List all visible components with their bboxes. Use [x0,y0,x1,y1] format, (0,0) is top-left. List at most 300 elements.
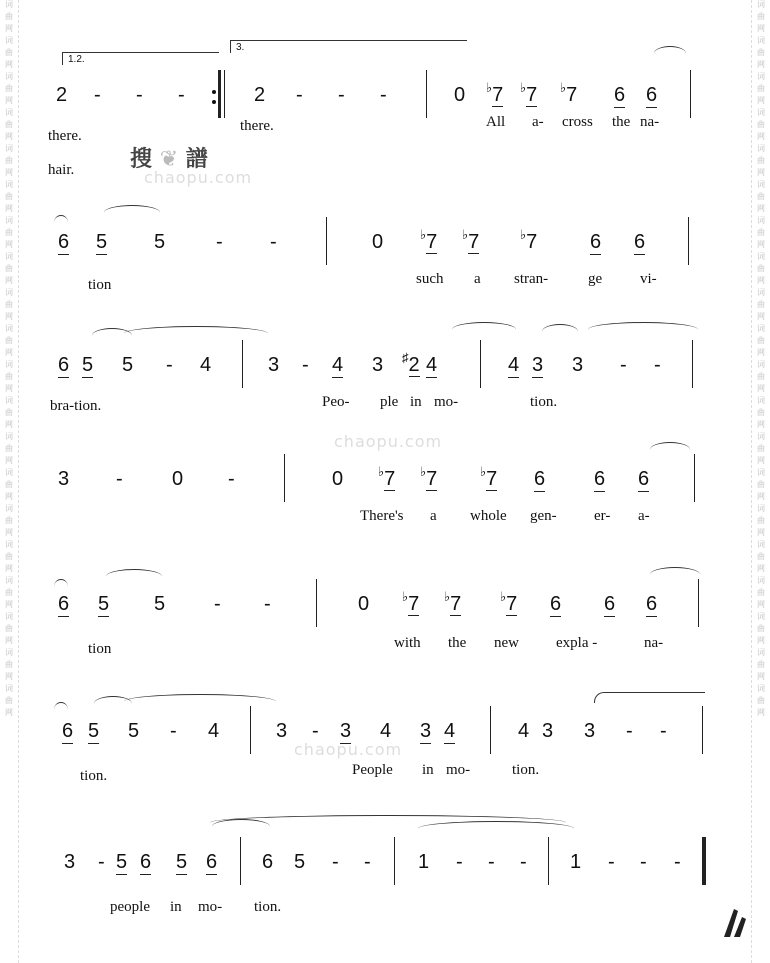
margin-glyph: 词 [5,540,13,549]
barline [702,706,703,754]
margin-glyph: 曲 [5,228,13,237]
system-4 [34,440,739,570]
margin-glyph: 曲 [5,480,13,489]
margin-glyph: 词 [5,504,13,513]
note-flat: ♭7 [402,589,420,615]
margin-glyph: 曲 [757,480,765,489]
margin-glyph: 曲 [5,156,13,165]
lyric: the [448,635,467,651]
lyric: in [410,394,422,410]
margin-glyph: 词 [5,72,13,81]
note: 5 [82,354,94,376]
note-dash: - [674,851,681,873]
margin-glyph: 曲 [5,516,13,525]
note: 6 [140,851,152,873]
lyric: a- [638,508,650,524]
margin-glyph: 网 [757,528,765,537]
margin-glyph: 曲 [5,84,13,93]
margin-glyph: 词 [757,504,765,513]
margin-glyph: 曲 [757,408,765,417]
tie-mark [650,442,690,457]
margin-glyph: 词 [757,648,765,657]
lyric: tion. [254,899,282,915]
margin-glyph: 网 [5,240,13,249]
margin-glyph: 网 [5,60,13,69]
margin-glyph: 曲 [5,552,13,561]
margin-glyph: 网 [5,132,13,141]
note-digit: 7 [492,84,504,106]
margin-glyph: 网 [757,708,765,717]
barline [284,454,285,502]
note: 5 [88,720,100,742]
lyric: tion. [530,394,558,410]
margin-glyph: 词 [5,432,13,441]
margin-glyph: 网 [5,672,13,681]
barline [250,706,251,754]
note: 3 [420,720,432,742]
margin-glyph: 曲 [5,444,13,453]
margin-glyph: 网 [5,492,13,501]
note: 5 [176,851,188,873]
margin-glyph: 网 [5,456,13,465]
margin-glyph: 网 [757,312,765,321]
barline [224,70,225,118]
margin-glyph: 词 [5,576,13,585]
note-dash: - [116,468,123,490]
note: 6 [614,84,626,106]
margin-glyph: 词 [757,684,765,693]
tie-mark [54,702,68,717]
note-dash: - [660,720,667,742]
note-dash: - [608,851,615,873]
note: 6 [58,231,70,253]
note: 5 [122,354,134,376]
barline [242,340,243,388]
margin-glyph: 词 [757,288,765,297]
note-dash: - [620,354,627,376]
margin-glyph: 曲 [5,120,13,129]
note-flat: ♭7 [486,80,504,106]
margin-glyph: 词 [757,180,765,189]
note-dash: - [302,354,309,376]
note-dash: - [178,84,185,106]
note-dash: - [640,851,647,873]
lyric: vi- [640,271,657,287]
note-dash: - [270,231,277,253]
note: 0 [172,468,184,490]
margin-glyph: 曲 [757,300,765,309]
volta-bracket-1 [62,52,219,65]
volta-label-1: 1.2. [68,54,85,65]
note-dash: - [364,851,371,873]
margin-glyph: 网 [757,240,765,249]
margin-glyph: 网 [5,168,13,177]
note-dash: - [228,468,235,490]
barline [316,579,317,627]
margin-glyph: 词 [5,360,13,369]
margin-glyph: 网 [757,456,765,465]
note-flat: ♭7 [520,227,538,253]
slur-mark [452,322,516,337]
note: 3 [340,720,352,742]
note: 4 [208,720,220,742]
barline [326,217,327,265]
note: 4 [508,354,520,376]
note-flat: ♭7 [420,464,438,490]
slur-mark [124,326,268,341]
margin-glyph: 网 [757,276,765,285]
note: 6 [62,720,74,742]
margin-glyph: 曲 [5,264,13,273]
margin-glyph: 网 [757,420,765,429]
note: 6 [534,468,546,490]
lyric: expla - [556,635,598,651]
margin-glyph: 曲 [757,696,765,705]
lyric: people [110,899,150,915]
system-5 [34,565,739,695]
margin-glyph: 网 [5,24,13,33]
note: 6 [604,593,616,615]
lyric: ge [588,271,603,287]
margin-glyph: 词 [5,144,13,153]
margin-glyph: 词 [757,396,765,405]
note-dash: - [380,84,387,106]
note-dash: - [214,593,221,615]
system-2 [34,205,739,335]
note-dash: - [94,84,101,106]
corner-brand-mark-icon [720,903,748,939]
margin-glyph: 词 [5,612,13,621]
margin-glyph: 曲 [5,48,13,57]
note: 2 [56,84,68,106]
note: 6 [646,84,658,106]
barline [694,454,695,502]
note: 6 [594,468,606,490]
note: 6 [634,231,646,253]
lyric: there. [240,118,274,134]
watermark-logo-char-2: 譜 [185,147,208,172]
lyric: mo- [198,899,223,915]
margin-glyph: 词 [5,468,13,477]
note: 6 [206,851,218,873]
lyric: Peo- [322,394,350,410]
lyric: na- [644,635,664,651]
lyric: People [352,762,393,778]
margin-glyph: 曲 [757,192,765,201]
note: 0 [372,231,384,253]
margin-glyph: 网 [757,384,765,393]
margin-glyph: 词 [757,252,765,261]
margin-glyph: 网 [5,600,13,609]
lyric: ple [380,394,399,410]
note: 4 [426,354,438,376]
note: 3 [542,720,554,742]
margin-glyph: 网 [757,348,765,357]
margin-glyph: 词 [5,288,13,297]
margin-glyph: 网 [757,96,765,105]
volta-label-2: 3. [236,42,245,53]
note: 3 [268,354,280,376]
lyric: in [422,762,434,778]
margin-glyph: 曲 [5,300,13,309]
note: 3 [276,720,288,742]
slur-mark [124,694,276,709]
slur-mark [588,322,698,337]
margin-glyph: 词 [757,72,765,81]
margin-glyph: 网 [757,132,765,141]
margin-glyph: 词 [757,540,765,549]
margin-glyph: 网 [5,528,13,537]
margin-glyph: 词 [757,0,765,9]
note: 3 [532,354,544,376]
margin-glyph: 曲 [5,660,13,669]
note-flat: ♭7 [500,589,518,615]
note-digit: 7 [468,231,480,253]
note: 4 [380,720,392,742]
slur-mark [418,821,574,836]
lyric: a [474,271,481,287]
barline [692,340,693,388]
lyric: whole [470,508,507,524]
margin-glyph: 曲 [757,624,765,633]
margin-glyph: 网 [757,204,765,213]
note-digit: 2 [408,354,420,376]
note-digit: 7 [426,468,438,490]
margin-glyph: 网 [757,168,765,177]
note: 6 [646,593,658,615]
repeat-barline [218,70,221,118]
margin-glyph: 曲 [5,336,13,345]
note: 5 [98,593,110,615]
slur-mark [542,324,578,339]
margin-glyph: 曲 [757,228,765,237]
note: 4 [332,354,344,376]
note-dash: - [216,231,223,253]
margin-glyph: 曲 [757,84,765,93]
note: 5 [294,851,306,873]
note-dash: - [654,354,661,376]
margin-glyph: 网 [5,384,13,393]
tie-mark [54,215,68,230]
right-margin-strip [751,0,770,963]
note-digit: 7 [384,468,396,490]
lyric: a [430,508,437,524]
margin-glyph: 曲 [5,624,13,633]
margin-glyph: 曲 [5,192,13,201]
margin-glyph: 词 [757,468,765,477]
note-flat: ♭7 [480,464,498,490]
margin-glyph: 词 [5,648,13,657]
note-flat: ♭7 [520,80,538,106]
note: 4 [518,720,530,742]
note: 4 [444,720,456,742]
lyric: cross [562,114,593,130]
note-dash: - [166,354,173,376]
lyric: tion. [512,762,540,778]
margin-glyph: 网 [5,312,13,321]
lyric: such [416,271,444,287]
margin-glyph: 曲 [757,120,765,129]
margin-glyph: 词 [757,432,765,441]
note: 5 [154,593,166,615]
note: 3 [64,851,76,873]
note-dash: - [332,851,339,873]
barline [240,837,241,885]
margin-glyph: 曲 [5,408,13,417]
note-digit: 7 [408,593,420,615]
note: 0 [358,593,370,615]
note: 5 [116,851,128,873]
margin-glyph: 曲 [5,12,13,21]
margin-glyph: 词 [757,360,765,369]
margin-glyph: 词 [5,396,13,405]
note: 6 [550,593,562,615]
lyric: a- [532,114,544,130]
watermark-logo-char-1: 搜 [130,147,153,172]
barline [548,837,549,885]
note-digit: 7 [506,593,518,615]
note: 5 [154,231,166,253]
lyric: mo- [446,762,471,778]
margin-glyph: 词 [757,36,765,45]
note: 6 [638,468,650,490]
note-dash: - [488,851,495,873]
lyric: new [494,635,519,651]
left-margin-strip [0,0,19,963]
note: 5 [96,231,108,253]
leaf-icon: ❦ [159,147,179,172]
watermark-url: chaopu.com [144,168,253,187]
tie-mark [654,46,686,61]
note: 3 [572,354,584,376]
note-dash: - [338,84,345,106]
margin-glyph: 网 [5,348,13,357]
margin-glyph: 词 [5,684,13,693]
lyric: in [170,899,182,915]
margin-glyph: 词 [757,576,765,585]
margin-glyph: 网 [5,204,13,213]
note-digit: 7 [526,84,538,106]
barline [698,579,699,627]
margin-glyph: 曲 [757,48,765,57]
lyric: bra-tion. [50,398,102,414]
slur-mark [104,205,160,220]
note: 4 [200,354,212,376]
note-flat: ♭7 [444,589,462,615]
margin-glyph: 曲 [757,660,765,669]
margin-glyph: 曲 [757,12,765,21]
lyric: tion. [80,768,108,784]
score-sheet [34,0,739,963]
note-sharp: ♯2 [402,350,420,376]
lyric: tion [88,641,112,657]
barline [480,340,481,388]
lyric: the [612,114,631,130]
lyric: There's [360,508,404,524]
lyric: stran- [514,271,549,287]
margin-glyph: 网 [757,564,765,573]
margin-glyph: 曲 [757,516,765,525]
margin-glyph: 词 [5,180,13,189]
barline [688,217,689,265]
lyric: er- [594,508,611,524]
lyric: with [394,635,421,651]
margin-glyph: 曲 [5,372,13,381]
lyric: hair. [48,162,75,178]
note: 0 [332,468,344,490]
margin-glyph: 曲 [757,552,765,561]
note-dash: - [136,84,143,106]
margin-glyph: 曲 [757,444,765,453]
margin-glyph: 词 [5,216,13,225]
system-6 [34,688,739,818]
margin-glyph: 词 [757,216,765,225]
note-digit: 7 [486,468,498,490]
note-flat: ♭7 [560,80,578,106]
margin-glyph: 词 [757,108,765,117]
margin-glyph: 网 [757,636,765,645]
tie-mark [594,692,705,703]
margin-glyph: 曲 [757,588,765,597]
tie-mark [650,567,700,582]
note-digit: 7 [426,231,438,253]
margin-glyph: 网 [757,600,765,609]
note-dash: - [264,593,271,615]
barline [690,70,691,118]
margin-glyph: 网 [5,636,13,645]
tie-mark [54,579,68,594]
margin-glyph: 网 [757,24,765,33]
margin-glyph: 网 [757,492,765,501]
note-flat: ♭7 [378,464,396,490]
watermark-url-2: chaopu.com [334,432,443,451]
note-flat: ♭7 [420,227,438,253]
note-digit: 7 [566,84,578,106]
note-flat: ♭7 [462,227,480,253]
note-digit: 7 [450,593,462,615]
margin-glyph: 网 [757,60,765,69]
note: 3 [58,468,70,490]
note: 0 [454,84,466,106]
margin-glyph: 词 [5,108,13,117]
note: 1 [418,851,430,873]
note-digit: 7 [526,231,538,253]
barline [426,70,427,118]
note-dash: - [98,851,105,873]
margin-glyph: 词 [757,144,765,153]
note: 6 [58,354,70,376]
margin-glyph: 词 [757,324,765,333]
margin-glyph: 网 [5,708,13,717]
margin-glyph: 词 [5,36,13,45]
margin-glyph: 曲 [757,264,765,273]
margin-glyph: 网 [757,672,765,681]
margin-glyph: 网 [5,564,13,573]
note: 6 [58,593,70,615]
lyric: gen- [530,508,557,524]
repeat-sign-dots [212,84,216,110]
system-7 [34,815,739,945]
note-dash: - [520,851,527,873]
margin-glyph: 词 [757,612,765,621]
slur-mark [106,569,162,584]
margin-glyph: 曲 [5,696,13,705]
margin-glyph: 网 [5,420,13,429]
barline [490,706,491,754]
note-dash: - [626,720,633,742]
note: 3 [372,354,384,376]
lyric: tion [88,277,112,293]
